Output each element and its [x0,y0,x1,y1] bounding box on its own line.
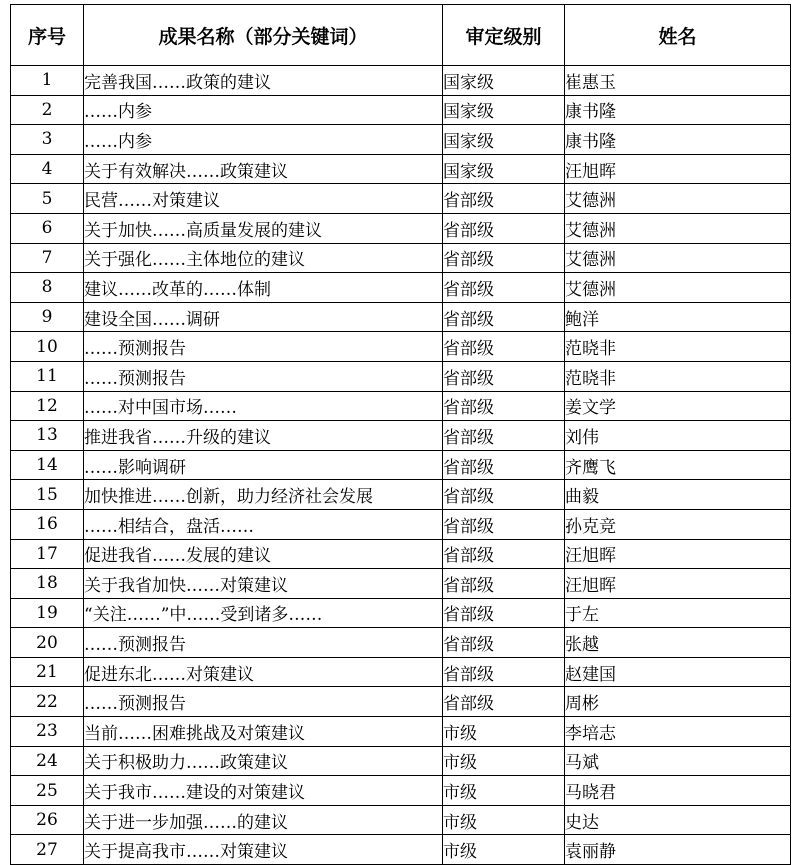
table-row [11,509,791,539]
cell-title: ……预测报告 [84,628,443,658]
cell-name: 刘伟 [565,421,791,451]
table-body [11,66,791,865]
cell-name: 崔惠玉 [565,66,791,96]
cell-no: 12 [11,391,84,421]
cell-title: 加快推进……创新，助力经济社会发展 [84,480,443,510]
cell-name: 周彬 [565,687,791,717]
cell-level: 国家级 [443,125,565,155]
cell-name: 赵建国 [565,657,791,687]
cell-name: 齐鹰飞 [565,450,791,480]
cell-name: 孙克竞 [565,509,791,539]
cell-level: 市级 [443,776,565,806]
cell-title: ……预测报告 [84,332,443,362]
cell-level: 省部级 [443,450,565,480]
table-row [11,569,791,599]
cell-name: 艾德洲 [565,273,791,303]
cell-no: 25 [11,776,84,806]
cell-level: 省部级 [443,628,565,658]
cell-level: 市级 [443,746,565,776]
table-row [11,332,791,362]
cell-level: 国家级 [443,95,565,125]
cell-no: 17 [11,539,84,569]
cell-level: 省部级 [443,421,565,451]
cell-no: 7 [11,243,84,273]
cell-level: 市级 [443,717,565,747]
table-row [11,835,791,865]
cell-no: 2 [11,95,84,125]
table-row [11,95,791,125]
table-row [11,243,791,273]
cell-title: 关于有效解决……政策建议 [84,154,443,184]
cell-no: 26 [11,805,84,835]
table-row [11,805,791,835]
cell-no: 18 [11,569,84,599]
cell-name: 康书隆 [565,95,791,125]
cell-title: 促进我省……发展的建议 [84,539,443,569]
cell-no: 19 [11,598,84,628]
cell-level: 省部级 [443,273,565,303]
table-row [11,66,791,96]
cell-level: 省部级 [443,569,565,599]
table-row [11,687,791,717]
cell-name: 范晓非 [565,332,791,362]
table-header [11,5,791,66]
cell-name: 于左 [565,598,791,628]
cell-title: ……内参 [84,95,443,125]
cell-title: 完善我国……政策的建议 [84,66,443,96]
cell-title: 关于积极助力……政策建议 [84,746,443,776]
cell-no: 27 [11,835,84,865]
header-no: 序号 [11,5,84,66]
cell-title: 建设全国……调研 [84,302,443,332]
cell-no: 3 [11,125,84,155]
header-name: 姓名 [565,5,791,66]
table-row [11,391,791,421]
cell-no: 21 [11,657,84,687]
header-title: 成果名称（部分关键词） [84,5,443,66]
table-row [11,302,791,332]
cell-no: 14 [11,450,84,480]
cell-title: ……相结合，盘活…… [84,509,443,539]
cell-title: 推进我省……升级的建议 [84,421,443,451]
cell-level: 省部级 [443,361,565,391]
cell-title: ……预测报告 [84,687,443,717]
table-row [11,717,791,747]
cell-no: 4 [11,154,84,184]
cell-name: 马晓君 [565,776,791,806]
table-row [11,746,791,776]
table-row [11,273,791,303]
cell-name: 艾德洲 [565,184,791,214]
cell-no: 11 [11,361,84,391]
cell-level: 省部级 [443,598,565,628]
cell-level: 省部级 [443,657,565,687]
cell-title: ……预测报告 [84,361,443,391]
cell-no: 20 [11,628,84,658]
cell-level: 国家级 [443,66,565,96]
cell-name: 汪旭晖 [565,569,791,599]
cell-name: 汪旭晖 [565,539,791,569]
table-row [11,184,791,214]
cell-name: 史达 [565,805,791,835]
cell-no: 15 [11,480,84,510]
results-table [10,4,791,865]
cell-title: 当前……困难挑战及对策建议 [84,717,443,747]
header-row [11,5,791,66]
cell-level: 省部级 [443,480,565,510]
table-row [11,361,791,391]
cell-level: 省部级 [443,539,565,569]
cell-title: ……对中国市场…… [84,391,443,421]
table-row [11,657,791,687]
cell-name: 曲毅 [565,480,791,510]
cell-level: 省部级 [443,391,565,421]
cell-title: ……影响调研 [84,450,443,480]
cell-title: 促进东北……对策建议 [84,657,443,687]
cell-name: 范晓非 [565,361,791,391]
cell-no: 10 [11,332,84,362]
cell-level: 省部级 [443,243,565,273]
cell-no: 5 [11,184,84,214]
cell-no: 13 [11,421,84,451]
cell-no: 6 [11,213,84,243]
table-row [11,628,791,658]
table-row [11,539,791,569]
cell-level: 市级 [443,805,565,835]
table-row [11,480,791,510]
cell-no: 22 [11,687,84,717]
cell-name: 康书隆 [565,125,791,155]
cell-title: 民营……对策建议 [84,184,443,214]
cell-level: 省部级 [443,184,565,214]
table-row [11,776,791,806]
cell-title: 关于提高我市……对策建议 [84,835,443,865]
cell-level: 省部级 [443,687,565,717]
cell-name: 张越 [565,628,791,658]
table-row [11,213,791,243]
table-row [11,450,791,480]
cell-name: 马斌 [565,746,791,776]
cell-no: 1 [11,66,84,96]
cell-level: 省部级 [443,213,565,243]
cell-level: 国家级 [443,154,565,184]
cell-title: 关于我省加快……对策建议 [84,569,443,599]
cell-level: 省部级 [443,509,565,539]
cell-level: 省部级 [443,302,565,332]
cell-no: 9 [11,302,84,332]
cell-name: 鲍洋 [565,302,791,332]
cell-title: “关注……”中……受到诸多…… [84,598,443,628]
cell-name: 艾德洲 [565,243,791,273]
cell-title: 关于加快……高质量发展的建议 [84,213,443,243]
cell-level: 省部级 [443,332,565,362]
cell-title: 关于我市……建设的对策建议 [84,776,443,806]
cell-title: 关于强化……主体地位的建议 [84,243,443,273]
cell-name: 汪旭晖 [565,154,791,184]
cell-level: 市级 [443,835,565,865]
cell-name: 李培志 [565,717,791,747]
table-row [11,598,791,628]
cell-name: 袁丽静 [565,835,791,865]
table-row [11,154,791,184]
cell-name: 艾德洲 [565,213,791,243]
header-level: 审定级别 [443,5,565,66]
cell-title: 关于进一步加强……的建议 [84,805,443,835]
table-row [11,421,791,451]
cell-no: 16 [11,509,84,539]
cell-no: 8 [11,273,84,303]
cell-name: 姜文学 [565,391,791,421]
cell-title: 建议……改革的……体制 [84,273,443,303]
cell-no: 23 [11,717,84,747]
cell-no: 24 [11,746,84,776]
table-row [11,125,791,155]
cell-title: ……内参 [84,125,443,155]
